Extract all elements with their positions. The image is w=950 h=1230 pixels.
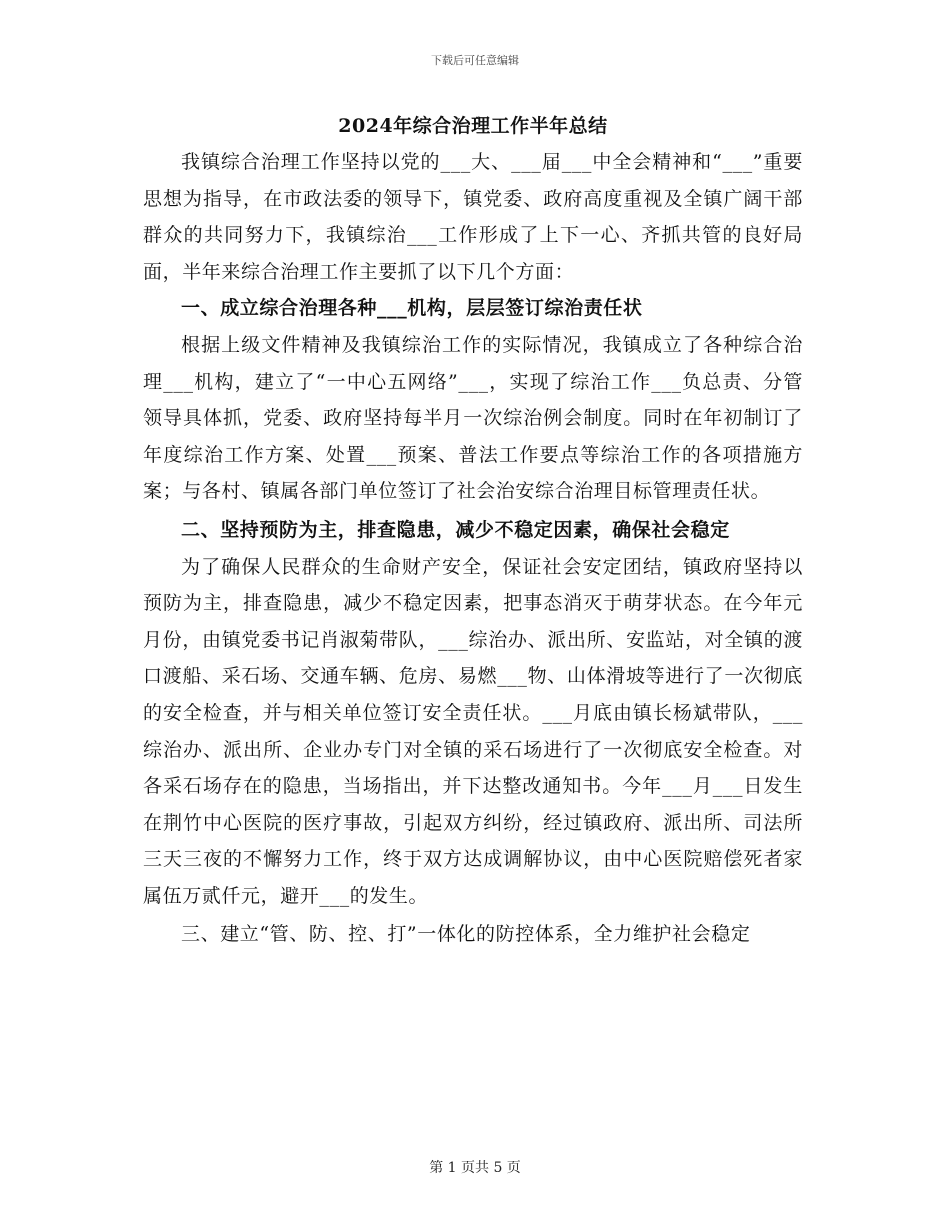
document-body <box>143 112 803 953</box>
section-heading-3: 三、建立“管、防、控、打”一体化的防控体系，全力维护社会稳定 <box>181 923 751 946</box>
section-heading-2: 二、坚持预防为主，排查隐患，减少不稳定因素，确保社会稳定 <box>181 518 730 541</box>
page-header: 下载后可任意编辑 <box>431 54 519 67</box>
section-2-paragraph: 为了确保人民群众的生命财产安全，保证社会安定团结，镇政府坚持以预防为主，排查隐患，减少不稳定因素，把事态消灭于萌芽状态。在今年元月份，由镇党委书记肖淑菊带队，___综治办、派出所、安监站，对全镇的渡口渡船、采石场、交通车辆、危房、易燃___物、山体滑坡等进行了一次彻底的安全检查，并与相关单位签订安全责任状。___月底由镇长杨斌带队，___综治办、派出所、企业办专门对全镇的采石场进行了一次彻底安全检查。对各采石场存在的隐患，当场指出，并下达整改通知书。今年___月___日发生在荆竹中心医院的医疗事故，引起双方纠纷，经过镇政府、派出所、司法所三天三夜的不懈努力工作，终于双方达成调解协议，由中心医院赔偿死者家属伍万贰仟元，避开___的发生。 <box>143 555 803 907</box>
page-footer: 第 1 页共 5 页 <box>429 1160 521 1176</box>
document-title: 2024年综合治理工作半年总结 <box>338 115 608 137</box>
intro-paragraph: 我镇综合治理工作坚持以党的___大、___届___中全会精神和“___”重要思想为指导，在市政法委的领导下，镇党委、政府高度重视及全镇广阔干部群众的共同努力下，我镇综治___工作形成了上下一心、齐抓共管的良好局面，半年来综合治理工作主要抓了以下几个方面： <box>143 151 803 283</box>
section-1-paragraph: 根据上级文件精神及我镇综治工作的实际情况，我镇成立了各种综合治理___机构，建立了“一中心五网络”___，实现了综治工作___负总责、分管领导具体抓，党委、政府坚持每半月一次综治例会制度。同时在年初制订了年度综治工作方案、处置___预案、普法工作要点等综治工作的各项措施方案；与各村、镇属各部门单位签订了社会治安综合治理目标管理责任状。 <box>143 333 803 503</box>
section-heading-1: 一、成立综合治理各种___机构，层层签订综治责任状 <box>181 297 643 320</box>
